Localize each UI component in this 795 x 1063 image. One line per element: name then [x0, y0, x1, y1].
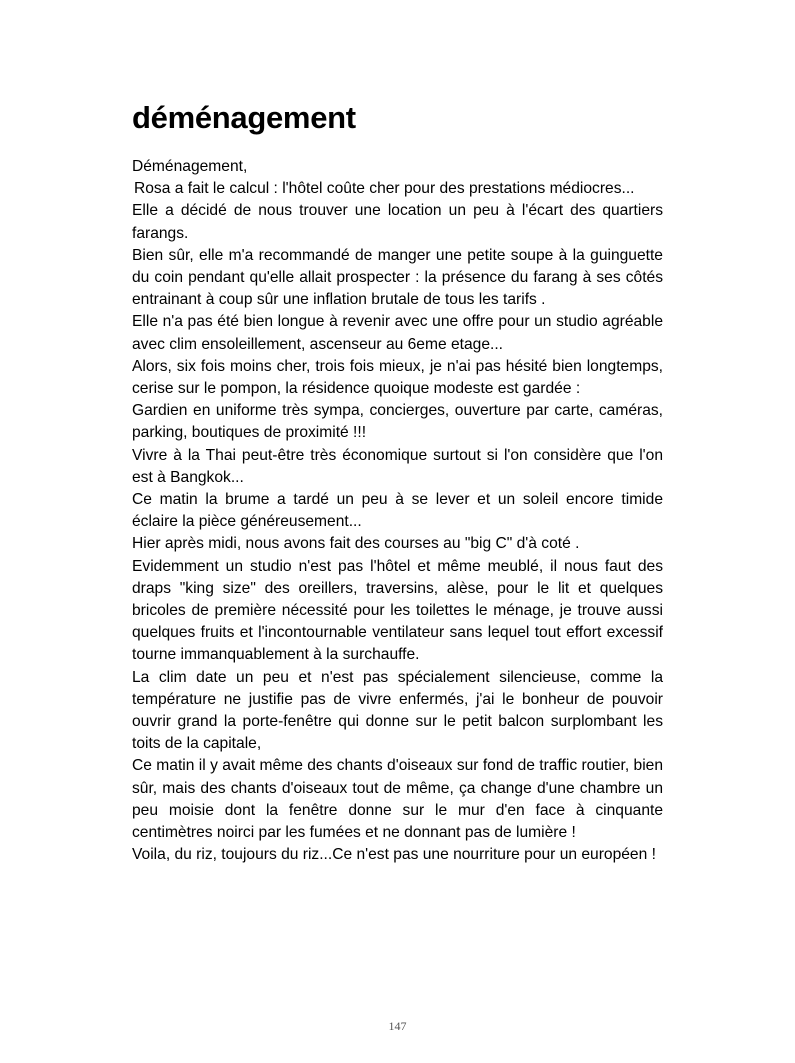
paragraph: Vivre à la Thai peut-être très économique surtout si l'on considère que l'on est à Bangkok... [132, 446, 663, 486]
paragraph: La clim date un peu et n'est pas spécialement silencieuse, comme la température ne justifie pas de vivre enfermés, j'ai le bonheur de pouvoir ouvrir grand la porte-fenêtre qui donne sur le petit balcon surplombant les toits de la capitale, [132, 668, 663, 753]
paragraph: Evidemment un studio n'est pas l'hôtel et même meublé, il nous faut des draps "king size" des oreillers, traversins, alèse, pour le lit et quelques bricoles de première nécessité pour les toilettes le ménage, je trouve aussi quelques fruits et l'incontournable ventilateur sans lequel tout effort excessif tourne immanquablement à la surchauffe. [132, 557, 663, 664]
paragraph: Elle a décidé de nous trouver une location un peu à l'écart des quartiers farangs. [132, 202, 663, 242]
body-text [132, 156, 663, 867]
paragraph: Elle n'a pas été bien longue à revenir avec une offre pour un studio agréable avec clim ensoleillement, ascenseur au 6eme etage... [132, 313, 663, 353]
paragraph: Gardien en uniforme très sympa, concierges, ouverture par carte, caméras, parking, boutiques de proximité !!! [132, 402, 663, 442]
paragraph: Déménagement, [132, 158, 248, 175]
paragraph: Ce matin il y avait même des chants d'oiseaux sur fond de traffic routier, bien sûr, mais des chants d'oiseaux tout de même, ça change d'une chambre un peu moisie dont la fenêtre donne sur le mur d'en face à cinquante centimètres noirci par les fumées et ne donnant pas de lumière ! [132, 757, 663, 842]
paragraph: Hier après midi, nous avons fait des courses au "big C" d'à coté . [132, 535, 580, 553]
paragraph: Voila, du riz, toujours du riz...Ce n'est pas une nourriture pour un européen ! [132, 846, 656, 864]
page-number: 147 [388, 1019, 407, 1033]
paragraph: Alors, six fois moins cher, trois fois mieux, je n'ai pas hésité bien longtemps, cerise sur le pompon, la résidence quoique modeste est gardée : [132, 357, 663, 398]
paragraph: Bien sûr, elle m'a recommandé de manger une petite soupe à la guinguette du coin pendant qu'elle allait prospecter : la présence du farang à ses côtés entrainant à coup sûr une inflation brutale de tous les tarifs . [132, 246, 663, 309]
paragraph: Rosa a fait le calcul : l'hôtel coûte cher pour des prestations médiocres... [134, 180, 635, 198]
page-title: déménagement [132, 100, 356, 135]
paragraph: Ce matin la brume a tardé un peu à se lever et un soleil encore timide éclaire la pièce généreusement... [132, 491, 663, 531]
